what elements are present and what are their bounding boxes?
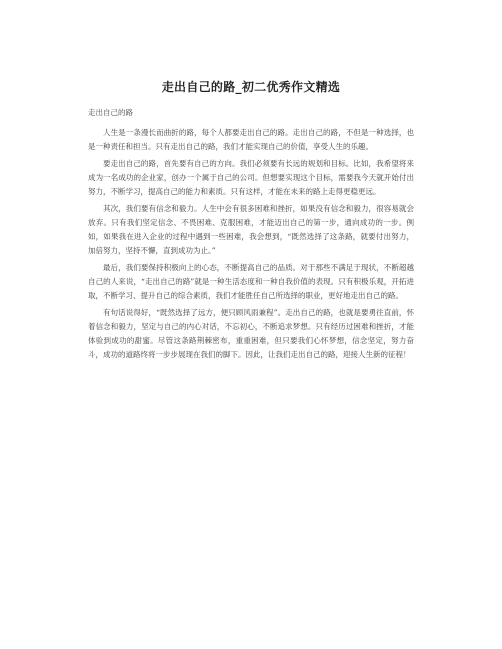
- essay-subtitle: 走出自己的路: [88, 108, 133, 117]
- paragraph-1: 人生是一条漫长而曲折的路，每个人都要走出自己的路。走出自己的路，不但是一种选择，也是一种责任和担当。只有走出自己的路，我们才能实现自己的价值，享受人生的乐趣。: [88, 128, 414, 151]
- paragraph-4: 最后，我们要保持积极向上的心态，不断提高自己的品质。对于那些不满足于现状，不断超越自己的人来说，“走出自己的路”就是一种生活态度和一种自我价值的表现。只有积极乐观，开拓进取，不断学习、提升自己的综合素质，我们才能胜任自己所选择的职业，更好地走出自己的路。: [88, 263, 414, 300]
- paragraph-2: 要走出自己的路，首先要有自己的方向。我们必须要有长远的规划和目标。比如，我希望将来成为一名成功的企业家，创办一个属于自己的公司。但想要实现这个目标，需要我今天就开始付出努力，不断学习，提高自己的能力和素质。只有这样，才能在未来的路上走得更稳更远。: [88, 159, 414, 196]
- paragraph-3: 其次，我们要有信念和毅力。人生中会有很多困难和挫折，如果没有信念和毅力，很容易就会放弃。只有我们坚定信念、不畏困难、克服困难，才能迈出自己的第一步，通向成功的一步。例如，如果我在进入企业的过程中遇到一些困难，我会想到，“既然选择了这条路，就要付出努力，加倍努力，坚持不懈，直到成功为止。”: [88, 204, 414, 255]
- paragraph-5: 有句话说得好，“既然选择了远方，便只顾风雨兼程”。走出自己的路，也就是要勇往直前，怀着信念和毅力，坚定与自己的内心对话，不忘初心，不断追求梦想。只有经历过困难和挫折，才能体验到成功的甜蜜。尽管这条路荆棘密布，重重困难，但只要我们心怀梦想，信念坚定，努力奋斗，成功的道路终将一步步展现在我们的脚下。因此，让我们走出自己的路，迎接人生新的征程！: [88, 308, 414, 359]
- document-body: [88, 106, 414, 365]
- document-title: 走出自己的路_初二优秀作文精选: [161, 80, 341, 94]
